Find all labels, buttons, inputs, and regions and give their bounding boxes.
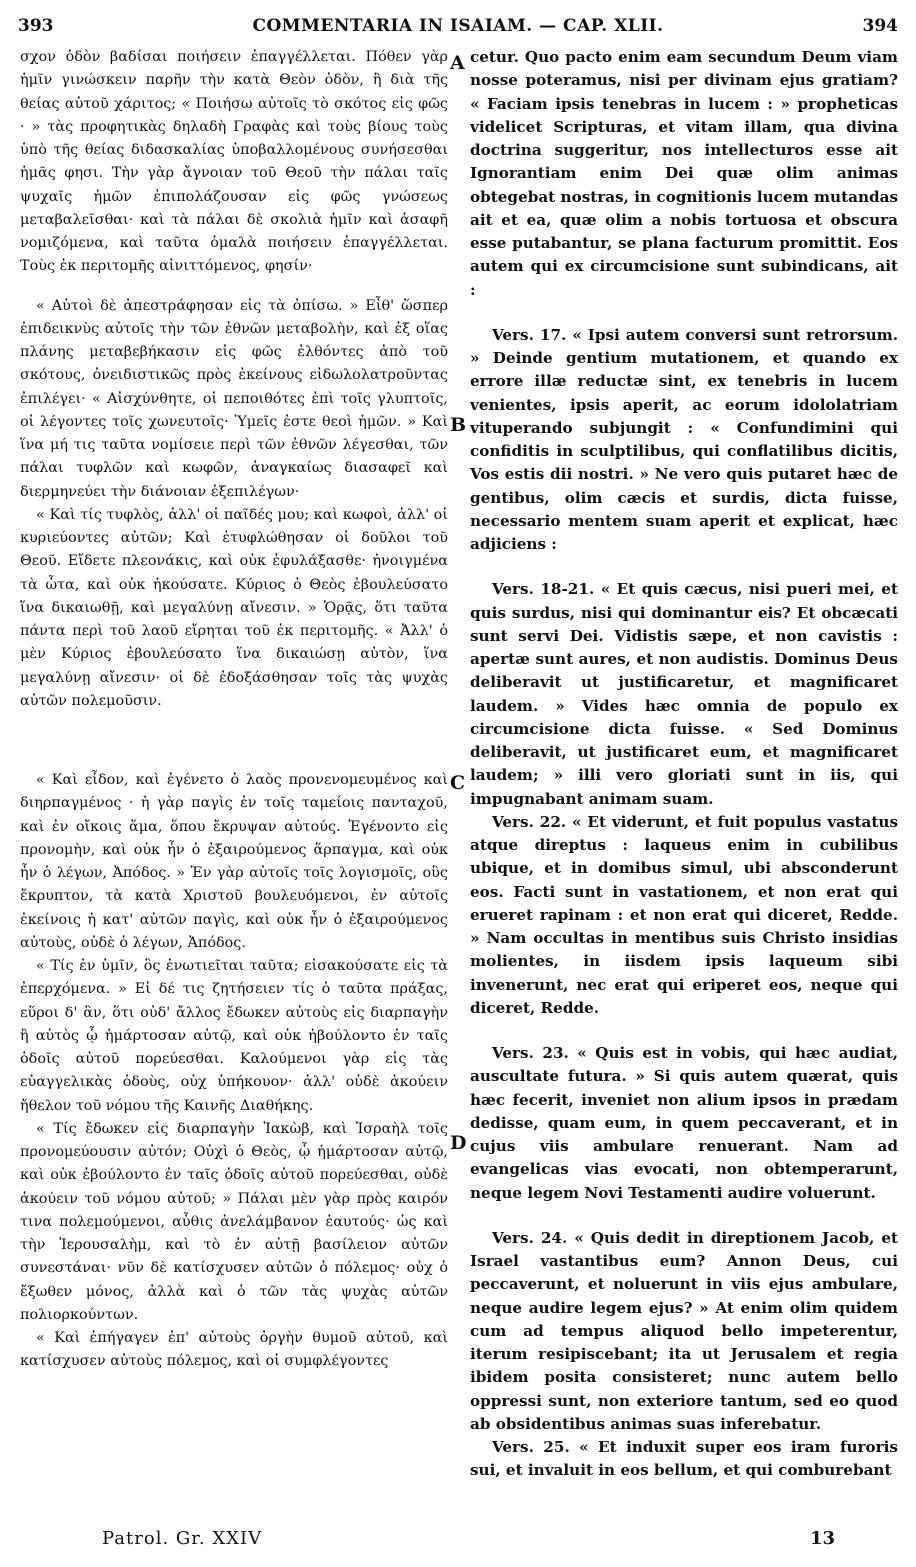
greek-paragraph: « Τίς ἔδωκεν εἰς διαρπαγὴν Ἰακὼβ, καὶ Ἰσραὴλ τοῖς προνομεύουσιν αὐτόν; Οὐχὶ ὁ Θεὸς, ᾧ ἡμάρτοσαν αὐτῷ, καὶ οὐκ ἐβούλοντο ἐν ταῖς ὁδοῖς αὐτοῦ πορεύεσθαι, οὐδὲ ἀκούειν τοῦ νόμου αὐτοῦ; » Πάλαι μὲν γὰρ πρὸς καιρόν τινα πολεμούμενοι, αὖθις ἀνελάμβανον ἑαυτούς· ὡς καὶ τὴν Ἱερουσαλὴμ, καὶ τὸ ἐν αὐτῇ βασίλειον αὐτῶν συνεστάναι· νῦν δὲ κατίσχυσεν αὐτῶν ὁ πόλεμος· οὐχ ὁ ἔξωθεν μόνος, ἀλλὰ καὶ ὁ τῶν τὰς ψυχὰς αὐτῶν πολιορκούντων. [20, 1120, 448, 1323]
margin-marker-a: A [450, 52, 465, 74]
latin-text-column [470, 46, 898, 1526]
greek-paragraph: « Καὶ εἶδον, καὶ ἐγένετο ὁ λαὸς προνενομευμένος καὶ διηρπαγμένος · ἡ γὰρ παγὶς ἐν τοῖς ταμείοις πανταχοῦ, καὶ ἐν οἴκοις ἅμα, ὅπου ἔκρυψαν αὐτούς. Ἐγένοντο εἰς προνομὴν, καὶ οὐκ ἦν ὁ ἐξαιρούμενος ἅρπαγμα, καὶ οὐκ ἦν ὁ λέγων, Ἀπόδος. » Ἐν γὰρ αὐτοῖς τοῖς λογισμοῖς, οὓς ἔκρυπτον, τὰ κατὰ Χριστοῦ βουλευόμενοι, ἐν αὐτοῖς ἐκείνοις ἡ κατ' αὐτῶν παγὶς, καὶ οὐκ ἦν ὁ ἐξαιρούμενος αὐτοὺς, οὐδὲ ὁ λέγων, Ἀπόδος. [20, 772, 448, 951]
greek-paragraph: « Τίς ἐν ὑμῖν, ὃς ἐνωτιεῖται ταῦτα; εἰσακούσατε εἰς τὰ ἐπερχόμενα. » Εἰ δέ τις ζητήσειεν τίς ὁ ταῦτα πράξας, εὕροι δ' ἂν, ὅτι οὐδ' ἄλλος ἔδωκεν αὐτοὺς εἰς διαρπαγὴν ἢ αὐτὸς ᾧ ἡμάρτοσαν αὐτῷ, καὶ οὐκ ἠβούλοντο ἐν ταῖς ὁδοῖς αὐτοῦ πορεύεσθαι. Καλούμενοι γὰρ εἰς τὰς εὐαγγελικὰς ὁδοὺς, οὐχ ὑπήκουον· ἀλλ' οὐδὲ ἀκούειν ἤθελον τοῦ νόμου τῆς Καινῆς Διαθήκης. [20, 958, 448, 1114]
signature-mark: 13 [810, 1528, 836, 1549]
latin-paragraph: Vers. 25. « Et induxit super eos iram furoris sui, et invaluit in eos bellum, et qui comburebant [470, 1438, 898, 1480]
right-page-number: 394 [862, 16, 898, 36]
left-page-number: 393 [18, 16, 54, 36]
running-title: COMMENTARIA IN ISAIAM. — CAP. XLII. [252, 16, 664, 36]
greek-paragraph: « Αὐτοὶ δὲ ἀπεστράφησαν εἰς τὰ ὀπίσω. » Εἶθ' ὥσπερ ἐπιδεικνὺς αὐτοῖς τὴν τῶν ἐθνῶν μεταβολὴν, καὶ ἐξ οἵας πλάνης μεταβεβήκασιν εἰς φῶς ἐλθόντες ἀπὸ τοῦ σκότους, ὀνειδιστικῶς πρὸς ἐκείνους εἰδωλολατροῦντας ἐπιλέγει· « Αἰσχύνθητε, οἱ πεποιθότες ἐπὶ τοῖς γλυπτοῖς, οἱ λέγοντες τοῖς χωνευτοῖς· Ὑμεῖς ἐστε θεοὶ ἡμῶν. » Καὶ ἵνα μή τις ταῦτα νομίσειε περὶ τῶν ἐθνῶν λέγεσθαι, τῶν πάλαι τυφλῶν καὶ κωφῶν, ἀναγκαίως διασαφεῖ καὶ διερμηνεύει τὴν διάνοιαν ἐξεπιλέγων· [20, 297, 448, 500]
margin-marker-b: B [450, 414, 467, 436]
greek-paragraph: σχον ὁδὸν βαδίσαι ποιήσειν ἐπαγγέλλεται. Πόθεν γὰρ ἡμῖν γινώσκειν παρῆν τὴν κατὰ Θεὸν ὁδὸν, ἢ διὰ τῆς θείας αὐτοῦ χάριτος; « Ποιήσω αὐτοῖς τὸ σκότος εἰς φῶς · » τὰς προφητικὰς δηλαδὴ Γραφὰς καὶ τοὺς βίους τοὺς ὑπὸ τῆς θείας διδασκαλίας ὑποβαλλομένους συνήσεσθαι ἡμᾶς φησι. Τὴν γὰρ ἄγνοιαν τοῦ Θεοῦ τὴν πάλαι ταῖς ψυχαῖς ἡμῶν ἐπιπολάζουσαν εἰς φῶς γνώσεως μεταβαλεῖσθαι· καὶ τὰ πάλαι δὲ σκολιὰ ἡμῖν καὶ ἀσαφῆ νομιζόμενα, καὶ ταῦτα ὁμαλὰ ποιήσειν ἐπαγγέλλεται. Τοὺς ἐκ περιτομῆς αἰνιττόμενος, φησίν· [20, 49, 448, 275]
page-header [18, 16, 898, 42]
latin-paragraph: Vers. 17. « Ipsi autem conversi sunt retrorsum. » Deinde gentium mutationem, et quando ex errore illæ reductæ sint, ex tenebris in lucem venientes, ipsis aperit, ac eorum idololatriam vituperando subjungit : « Confundimini qui confiditis in sculptilibus, qui conflatilibus dicitis, Vos estis dii nostri. » Ne vero quis putaret hæc de gentibus, olim cæcis et surdis, dicta fuisse, necessario mentem suam aperit et explicat, hæc adjiciens : [470, 325, 898, 553]
latin-paragraph: Vers. 22. « Et viderunt, et fuit populus vastatus atque direptus : laqueus enim in cubilibus ubique, et in domibus simul, ubi absconderunt eos. Facti sunt in vastationem, et non erat qui erueret rapinam : et non erat qui diceret, Redde. » Nam occultas in mentibus suis Christo insidias molientes, in iisdem ipsis laqueum sibi invenerunt, nec erat qui eriperet eos, neque qui diceret, Redde. [470, 812, 898, 1017]
latin-paragraph: Vers. 24. « Quis dedit in direptionem Jacob, et Israel vastantibus eum? Annon Deus, cui peccaverunt, et noluerunt in viis ejus ambulare, neque audire legem ejus? » At enim olim quidem cum ad tempus aliquod bello impeterentur, iterum resipiscebant; ita ut Jerusalem et regia ibidem posita consisteret; nunc autem bello oppressi sunt, non exteriore tantum, sed eo quod ab obsidentibus animas suas inferebatur. [470, 1228, 898, 1433]
latin-paragraph: Vers. 18-21. « Et quis cæcus, nisi pueri mei, et quis surdus, nisi qui dominantur eis? Et obcæcati sunt servi Dei. Vidistis sæpe, et non cavistis : apertæ sunt aures, et non audistis. Dominus Deus deliberavit ut justificaretur, et magnificaret laudem. » Vides hæc omnia de populo ex circumcisione dicta fuisse. « Sed Dominus deliberavit, ut justificaret eum, et magnificaret laudem; » illi vero gloriati sunt in iis, qui impugnabant animam suam. [470, 580, 898, 808]
greek-paragraph: « Καὶ τίς τυφλὸς, ἀλλ' οἱ παῖδές μου; καὶ κωφοὶ, ἀλλ' οἱ κυριεύοντες αὐτῶν; Καὶ ἐτυφλώθησαν οἱ δοῦλοι τοῦ Θεοῦ. Εἴδετε πλεονάκις, καὶ οὐκ ἐφυλάξασθε· ἠνοιγμένα τὰ ὦτα, καὶ οὐκ ἠκούσατε. Κύριος ὁ Θεὸς ἐβουλεύσατο ἵνα δικαιωθῇ, καὶ μεγαλύνῃ αἴνεσιν. » Ὁρᾷς, ὅτι ταῦτα πάντα περὶ τοῦ λαοῦ εἴρηται τοῦ ἐκ περιτομῆς. « Ἀλλ' ὁ μὲν Κύριος ἐβουλεύσατο ἵνα δικαιώσῃ αὐτὸν, ἵνα μεγαλύνῃ αἴνεσιν· οἱ δὲ ἐδοξάσθησαν τοῖς τὰς ψυχὰς αὐτῶν πολεμοῦσιν. [20, 506, 448, 709]
margin-marker-d: D [450, 1132, 467, 1154]
volume-signature: Patrol. Gr. XXIV [102, 1528, 263, 1549]
latin-paragraph: Vers. 23. « Quis est in vobis, qui hæc audiat, auscultate futura. » Si quis autem quærat, quis hæc fecerit, inveniet non alium ipsos in prædam dedisse, quam eum, in quem peccaverant, et in cujus viis ambulare renuerant. Nam ad evangelicas vias evocati, non obtemperarunt, neque legem Novi Testamenti audire voluerunt. [470, 1044, 898, 1202]
margin-marker-c: C [450, 772, 466, 794]
page-footer [20, 1528, 898, 1556]
latin-paragraph: cetur. Quo pacto enim eam secundum Deum viam nosse poteramus, nisi per divinam ejus gratiam? « Faciam ipsis tenebras in lucem : » propheticas videlicet Scripturas, et vitam illam, qua divina doctrina suggeritur, nos intellecturos esse ait Ignorantiam enim Dei quæ olim animas obtegebat nostras, in cognitionis lucem mutandas ait et ea, quæ olim a nobis tortuosa et obscura esse putabantur, se plana facturum promittit. Eos autem qui ex circumcisione sunt subindicans, ait : [470, 48, 898, 299]
greek-paragraph: « Καὶ ἐπήγαγεν ἐπ' αὐτοὺς ὀργὴν θυμοῦ αὐτοῦ, καὶ κατίσχυσεν αὐτοὺς πόλεμος, καὶ οἱ συμφλέγοντες [20, 1330, 448, 1370]
greek-text-column [20, 46, 448, 1526]
